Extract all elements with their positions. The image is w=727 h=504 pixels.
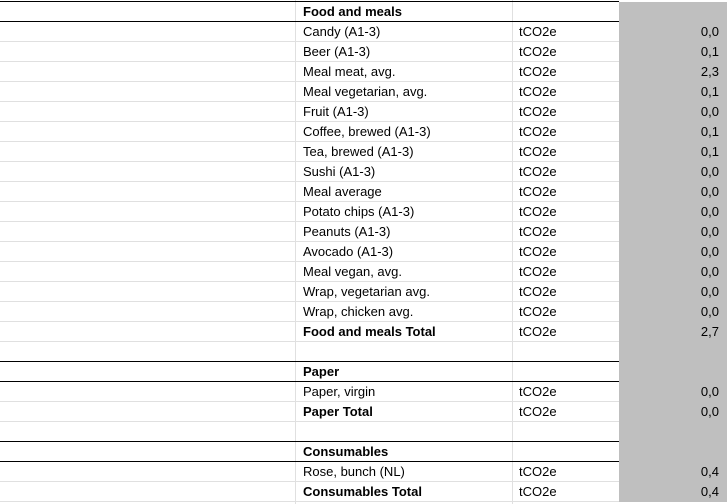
table-row xyxy=(0,282,727,302)
value-cell[interactable] xyxy=(619,442,727,462)
unit-cell[interactable]: tCO2e xyxy=(519,244,557,259)
item-name-cell[interactable]: Meal vegan, avg. xyxy=(303,264,403,279)
item-name-cell[interactable]: Fruit (A1-3) xyxy=(303,104,369,119)
unit-cell[interactable]: tCO2e xyxy=(519,164,557,179)
blank-cell[interactable] xyxy=(0,182,296,202)
item-name-cell[interactable]: Candy (A1-3) xyxy=(303,24,381,39)
unit-cell[interactable]: tCO2e xyxy=(519,324,557,339)
value-cell[interactable]: 0,0 xyxy=(619,222,727,242)
unit-cell[interactable]: tCO2e xyxy=(519,204,557,219)
item-name-cell[interactable]: Food and meals Total xyxy=(303,324,436,339)
unit-cell[interactable]: tCO2e xyxy=(519,44,557,59)
blank-cell[interactable] xyxy=(0,402,296,422)
unit-cell[interactable]: tCO2e xyxy=(519,404,557,419)
unit-cell[interactable]: tCO2e xyxy=(519,224,557,239)
unit-cell[interactable]: tCO2e xyxy=(519,84,557,99)
unit-cell[interactable]: tCO2e xyxy=(519,484,557,499)
table-row xyxy=(0,202,727,222)
blank-cell[interactable] xyxy=(0,2,296,22)
item-name-cell[interactable]: Consumables Total xyxy=(303,484,422,499)
value-cell[interactable]: 0,0 xyxy=(619,182,727,202)
value-cell[interactable] xyxy=(619,362,727,382)
item-name-cell[interactable] xyxy=(296,342,513,362)
blank-cell[interactable] xyxy=(0,422,296,442)
value-cell[interactable]: 0,0 xyxy=(619,382,727,402)
blank-cell[interactable] xyxy=(0,362,296,382)
unit-cell[interactable]: tCO2e xyxy=(519,284,557,299)
table-row xyxy=(0,82,727,102)
blank-cell[interactable] xyxy=(0,122,296,142)
section-title-cell[interactable]: Consumables xyxy=(303,444,389,459)
blank-cell[interactable] xyxy=(0,62,296,82)
item-name-cell[interactable]: Paper Total xyxy=(303,404,373,419)
blank-cell[interactable] xyxy=(0,82,296,102)
item-name-cell[interactable]: Wrap, chicken avg. xyxy=(303,304,414,319)
unit-cell[interactable]: tCO2e xyxy=(519,384,557,399)
blank-cell[interactable] xyxy=(0,482,296,502)
value-cell[interactable]: 0,4 xyxy=(619,462,727,482)
table-row xyxy=(0,22,727,42)
item-name-cell[interactable]: Wrap, vegetarian avg. xyxy=(303,284,430,299)
item-name-cell[interactable]: Meal average xyxy=(303,184,382,199)
unit-cell[interactable]: tCO2e xyxy=(519,124,557,139)
blank-row xyxy=(0,342,727,362)
table-row xyxy=(0,42,727,62)
item-name-cell[interactable]: Potato chips (A1-3) xyxy=(303,204,415,219)
section-header-row xyxy=(0,442,727,462)
blank-cell[interactable] xyxy=(0,22,296,42)
blank-cell[interactable] xyxy=(0,242,296,262)
unit-cell[interactable]: tCO2e xyxy=(519,64,557,79)
item-name-cell[interactable]: Coffee, brewed (A1-3) xyxy=(303,124,431,139)
table-row xyxy=(0,222,727,242)
value-cell[interactable]: 0,0 xyxy=(619,162,727,182)
unit-cell[interactable] xyxy=(513,342,619,362)
blank-cell[interactable] xyxy=(0,102,296,122)
item-name-cell[interactable]: Meal vegetarian, avg. xyxy=(303,84,428,99)
value-cell[interactable]: 0,0 xyxy=(619,102,727,122)
item-name-cell[interactable]: Paper, virgin xyxy=(303,384,376,399)
value-cell[interactable]: 2,7 xyxy=(619,322,727,342)
total-row xyxy=(0,402,727,422)
item-name-cell[interactable]: Sushi (A1-3) xyxy=(303,164,376,179)
unit-cell[interactable] xyxy=(513,422,619,442)
value-cell[interactable] xyxy=(619,422,727,442)
blank-cell[interactable] xyxy=(0,42,296,62)
table-row xyxy=(0,62,727,82)
value-cell[interactable] xyxy=(619,2,727,22)
value-cell[interactable]: 0,1 xyxy=(619,122,727,142)
item-name-cell[interactable]: Tea, brewed (A1-3) xyxy=(303,144,414,159)
value-cell[interactable]: 0,0 xyxy=(619,262,727,282)
blank-cell[interactable] xyxy=(0,222,296,242)
unit-cell[interactable]: tCO2e xyxy=(519,144,557,159)
total-row xyxy=(0,482,727,502)
section-title-cell[interactable]: Food and meals xyxy=(303,4,402,19)
blank-cell[interactable] xyxy=(0,462,296,482)
blank-cell[interactable] xyxy=(0,382,296,402)
item-name-cell[interactable] xyxy=(296,422,513,442)
value-cell[interactable]: 0,1 xyxy=(619,142,727,162)
value-cell[interactable]: 2,3 xyxy=(619,62,727,82)
table-row xyxy=(0,122,727,142)
blank-cell[interactable] xyxy=(0,322,296,342)
unit-cell[interactable] xyxy=(513,362,619,382)
item-name-cell[interactable]: Avocado (A1-3) xyxy=(303,244,394,259)
table-row xyxy=(0,162,727,182)
value-cell[interactable]: 0,0 xyxy=(619,282,727,302)
item-name-cell[interactable]: Peanuts (A1-3) xyxy=(303,224,391,239)
unit-cell[interactable]: tCO2e xyxy=(519,304,557,319)
blank-cell[interactable] xyxy=(0,282,296,302)
unit-cell[interactable]: tCO2e xyxy=(519,464,557,479)
value-cell[interactable]: 0,0 xyxy=(619,22,727,42)
blank-cell[interactable] xyxy=(0,342,296,362)
item-name-cell[interactable]: Rose, bunch (NL) xyxy=(303,464,405,479)
value-cell[interactable] xyxy=(619,342,727,362)
unit-cell[interactable]: tCO2e xyxy=(519,104,557,119)
unit-cell[interactable] xyxy=(513,2,619,22)
blank-cell[interactable] xyxy=(0,302,296,322)
section-header-row xyxy=(0,2,727,22)
value-cell[interactable]: 0,1 xyxy=(619,42,727,62)
table-row xyxy=(0,242,727,262)
total-row xyxy=(0,322,727,342)
row-gridline xyxy=(0,501,619,502)
value-cell[interactable]: 0,0 xyxy=(619,202,727,222)
blank-cell[interactable] xyxy=(0,162,296,182)
blank-row xyxy=(0,422,727,442)
blank-cell[interactable] xyxy=(0,442,296,462)
section-title-cell[interactable]: Paper xyxy=(303,364,340,379)
section-header-row xyxy=(0,362,727,382)
value-cell[interactable]: 0,0 xyxy=(619,242,727,262)
table-row xyxy=(0,182,727,202)
value-cell[interactable]: 0,4 xyxy=(619,482,727,502)
item-name-cell[interactable]: Beer (A1-3) xyxy=(303,44,371,59)
value-cell[interactable]: 0,1 xyxy=(619,82,727,102)
table-row xyxy=(0,382,727,402)
table-row xyxy=(0,142,727,162)
table-row xyxy=(0,462,727,482)
blank-cell[interactable] xyxy=(0,142,296,162)
unit-cell[interactable]: tCO2e xyxy=(519,264,557,279)
table-row xyxy=(0,302,727,322)
value-cell[interactable]: 0,0 xyxy=(619,402,727,422)
table-row xyxy=(0,102,727,122)
table-row xyxy=(0,262,727,282)
unit-cell[interactable]: tCO2e xyxy=(519,24,557,39)
value-cell[interactable]: 0,0 xyxy=(619,302,727,322)
unit-cell[interactable]: tCO2e xyxy=(519,184,557,199)
item-name-cell[interactable]: Meal meat, avg. xyxy=(303,64,396,79)
blank-cell[interactable] xyxy=(0,262,296,282)
blank-cell[interactable] xyxy=(0,202,296,222)
unit-cell[interactable] xyxy=(513,442,619,462)
